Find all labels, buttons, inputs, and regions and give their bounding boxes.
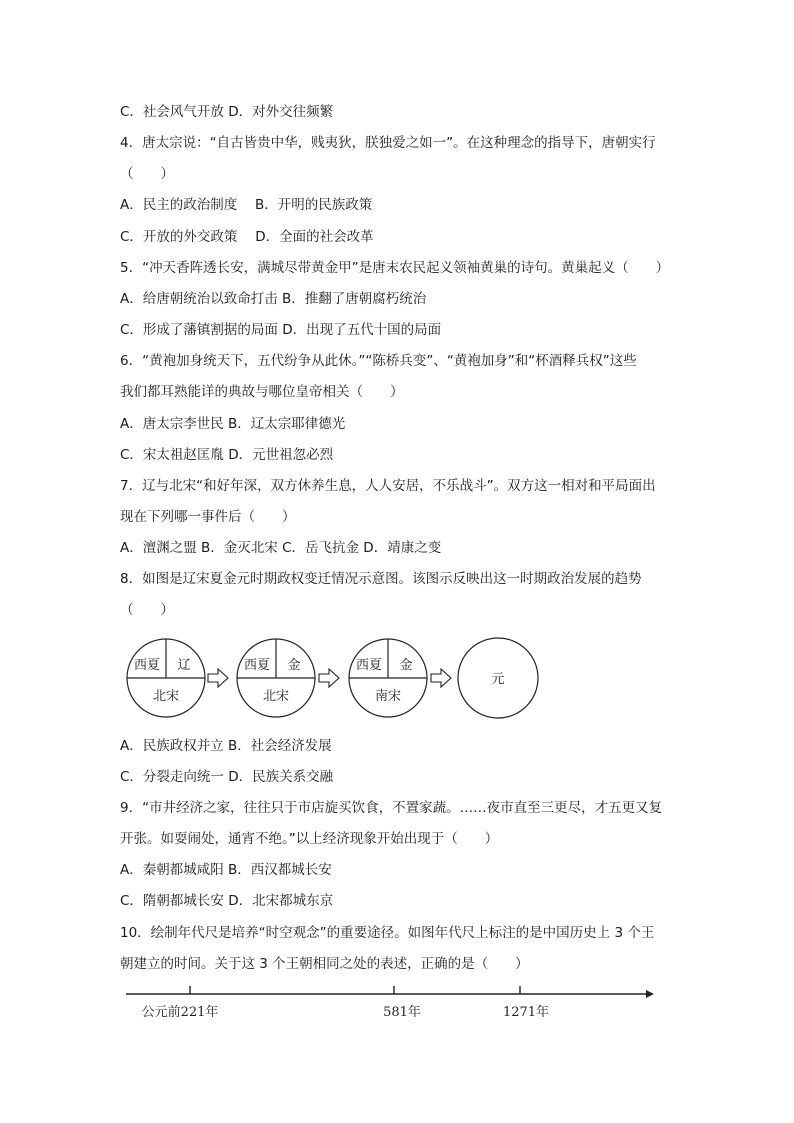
timeline-arrow-icon xyxy=(646,990,654,998)
arrow-right-icon xyxy=(208,669,228,687)
question-7-stem: 7．辽与北宋“和好年深，双方休养生息，人人安居，不乐战斗”。双方这一相对和平局面出 xyxy=(120,478,656,494)
question-6-options-cd: C．宋太祖赵匡胤 D．元世祖忽必烈 xyxy=(120,447,334,463)
question-10-stem-cont: 朝建立的时间。关于这 3 个王朝相同之处的表述，正确的是（ ） xyxy=(120,956,529,972)
label-jin-2: 金 xyxy=(399,658,413,673)
label-xixia-1: 西夏 xyxy=(133,658,161,673)
question-4-options-ab: A．民主的政治制度 B．开明的民族政策 xyxy=(120,197,373,213)
question-8-stem: 8．如图是辽宋夏金元时期政权变迁情况示意图。该图示反映出这一时期政治发展的趋势 xyxy=(120,571,642,587)
question-9-options-ab: A．秦朝都城咸阳 B．西汉都城长安 xyxy=(120,862,332,878)
question-4-options-cd: C．开放的外交政策 D．全面的社会改革 xyxy=(120,229,374,245)
regime-change-diagram xyxy=(120,632,550,724)
label-xixia-3: 西夏 xyxy=(355,658,383,673)
question-5-options-cd: C．形成了藩镇割据的局面 D．出现了五代十国的局面 xyxy=(120,322,442,338)
text-line-1: C．社会风气开放 D．对外交往频繁 xyxy=(120,104,334,120)
label-beisong-2: 北宋 xyxy=(262,689,290,704)
timeline-ruler xyxy=(120,980,660,1030)
label-nansong: 南宋 xyxy=(374,689,402,704)
question-6-options-ab: A．唐太宗李世民 B．辽太宗耶律德光 xyxy=(120,416,346,432)
question-7-stem-cont: 现在下列哪一事件后（ ） xyxy=(120,509,296,525)
label-jin-1: 金 xyxy=(287,658,301,673)
label-xixia-2: 西夏 xyxy=(243,658,271,673)
question-10-stem: 10．绘制年代尺是培养“时空观念”的重要途径。如图年代尺上标注的是中国历史上 3 个王 xyxy=(120,925,655,941)
question-8-blank: （ ） xyxy=(120,602,174,618)
timeline-label-yuan: 1271年 xyxy=(502,1005,550,1020)
question-9-stem: 9．“市井经济之家，往往只于市店旋买饮食，不置家蔬。……夜市直至三更尽，才五更又复 xyxy=(120,800,663,816)
question-4-blank: （ ） xyxy=(120,166,174,182)
label-liao: 辽 xyxy=(177,658,191,673)
question-5-options-ab: A．给唐朝统治以致命打击 B．推翻了唐朝腐朽统治 xyxy=(120,291,427,307)
question-4-stem: 4．唐太宗说：“自古皆贵中华，贱夷狄，朕独爱之如一”。在这种理念的指导下，唐朝实行 xyxy=(120,135,656,151)
timeline-label-qin: 公元前221年 xyxy=(141,1005,219,1020)
question-7-options: A．澶渊之盟 B．金灭北宋 C．岳飞抗金 D．靖康之变 xyxy=(120,540,442,556)
question-6-stem-cont: 我们都耳熟能详的典故与哪位皇帝相关（ ） xyxy=(120,384,404,400)
question-8-options-ab: A．民族政权并立 B．社会经济发展 xyxy=(120,738,332,754)
timeline-label-sui: 581年 xyxy=(383,1005,421,1020)
question-9-stem-cont: 开张。如耍闹处，通宵不绝。”以上经济现象开始出现于（ ） xyxy=(120,831,499,847)
question-8-options-cd: C．分裂走向统一 D．民族关系交融 xyxy=(120,769,334,785)
question-5-stem: 5．“冲天香阵透长安，满城尽带黄金甲”是唐末农民起义领袖黄巢的诗句。黄巢起义（ ） xyxy=(120,260,670,276)
label-beisong-1: 北宋 xyxy=(152,689,180,704)
arrow-right-icon xyxy=(319,669,339,687)
question-6-stem: 6．“黄袍加身统天下，五代纷争从此休。”“陈桥兵变”、“黄袍加身”和“杯酒释兵权”这些 xyxy=(120,353,637,369)
question-9-options-cd: C．隋朝都城长安 D．北宋都城东京 xyxy=(120,893,334,909)
label-yuan: 元 xyxy=(491,672,505,687)
arrow-right-icon xyxy=(431,669,451,687)
